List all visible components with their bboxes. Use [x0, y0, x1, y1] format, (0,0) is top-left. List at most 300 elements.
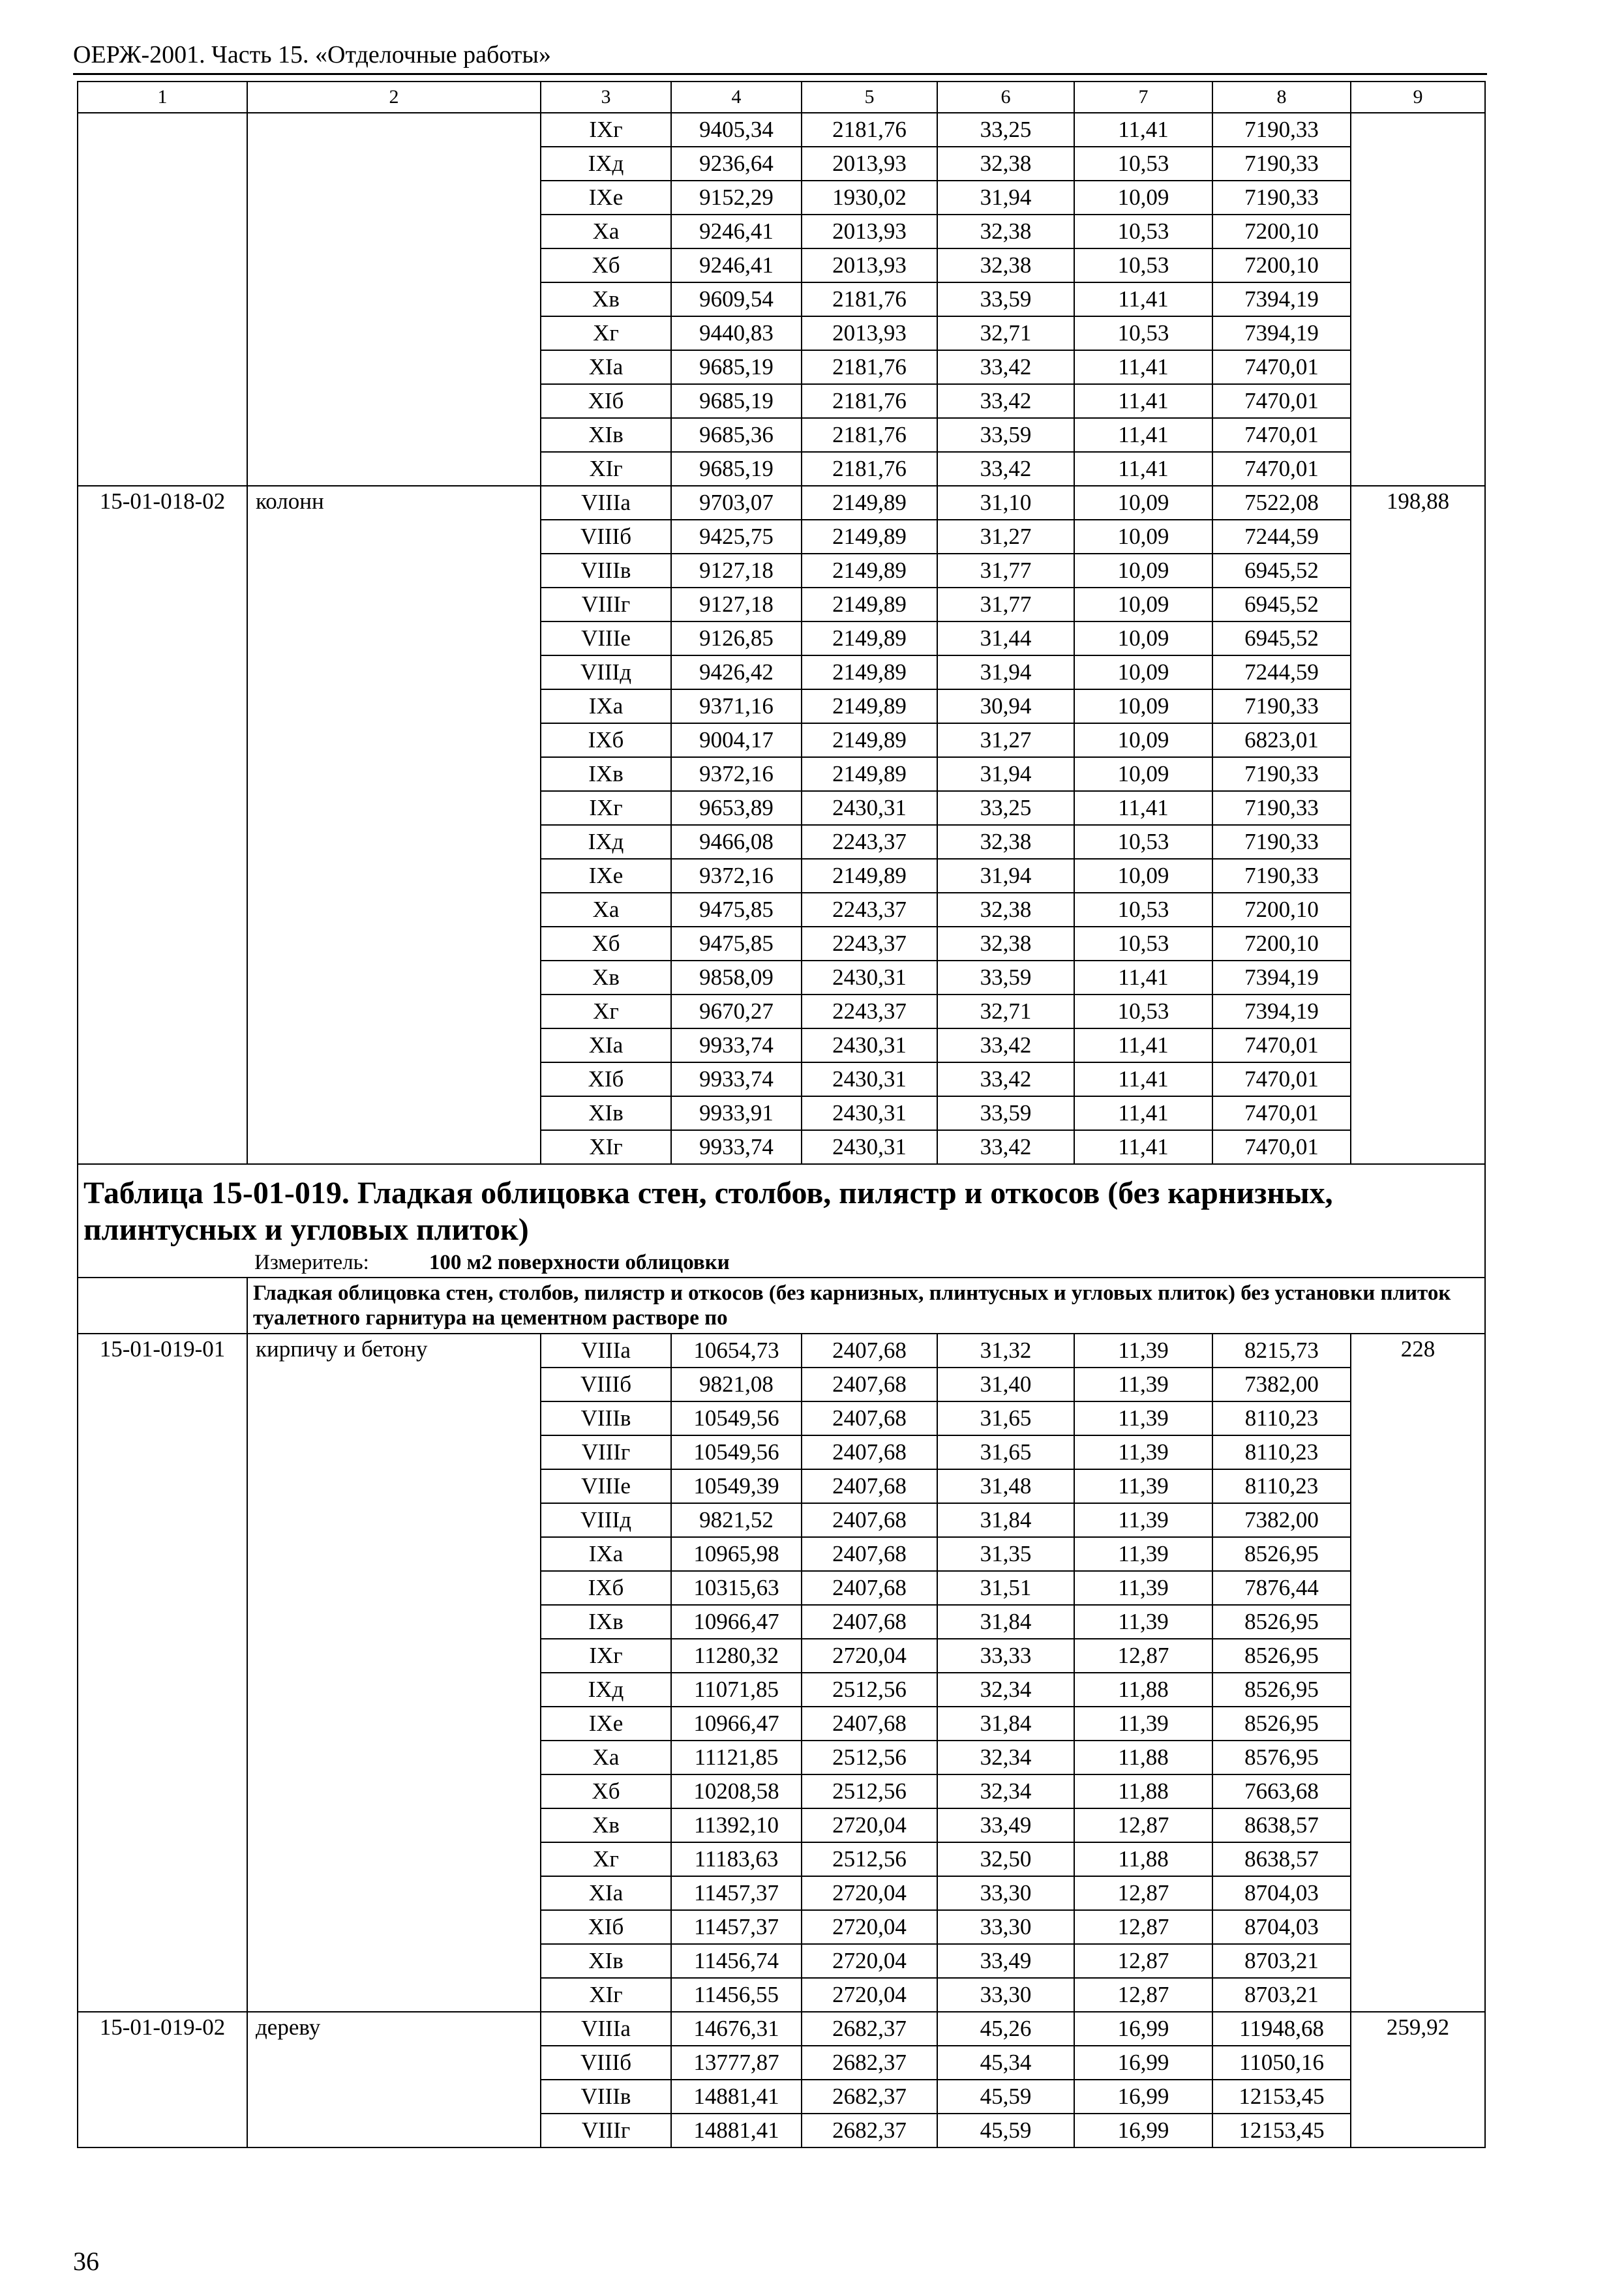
- machines: 32,38: [937, 248, 1074, 282]
- wages: 2243,37: [802, 995, 937, 1028]
- wages: 2720,04: [802, 1808, 937, 1842]
- total-cost: 9475,85: [671, 927, 802, 961]
- rate-code: 15-01-018-02: [78, 486, 247, 520]
- wages: 2149,89: [802, 486, 937, 520]
- rate-code: [78, 248, 247, 282]
- machines: 32,38: [937, 927, 1074, 961]
- territory-code: Xа: [541, 215, 671, 248]
- work-name: [247, 995, 541, 1028]
- machinist-wages: 10,53: [1074, 316, 1212, 350]
- machinist-wages: 10,09: [1074, 655, 1212, 689]
- machinist-wages: 10,53: [1074, 215, 1212, 248]
- work-name: [247, 893, 541, 927]
- territory-code: IXг: [541, 791, 671, 825]
- work-name: [247, 1571, 541, 1605]
- table-row: [78, 1334, 1485, 1368]
- table-row: [78, 113, 1485, 147]
- machines: 33,59: [937, 1096, 1074, 1130]
- work-name: [247, 282, 541, 316]
- territory-code: IXг: [541, 1639, 671, 1673]
- wages: 2512,56: [802, 1774, 937, 1808]
- measure-cell: [78, 1248, 1485, 1278]
- work-name: [247, 452, 541, 486]
- wages: 2407,68: [802, 1435, 937, 1469]
- machines: 31,94: [937, 757, 1074, 791]
- column-number: 3: [541, 82, 671, 113]
- materials: 7382,00: [1212, 1368, 1351, 1401]
- table-row: [78, 1571, 1485, 1605]
- wages: 2013,93: [802, 316, 937, 350]
- work-name: [247, 316, 541, 350]
- work-name: кирпичу и бетону: [247, 1334, 541, 1368]
- machines: 31,27: [937, 520, 1074, 554]
- description-blank: [78, 1278, 247, 1334]
- work-name: [247, 1741, 541, 1774]
- rate-code: [78, 689, 247, 723]
- work-name: [247, 961, 541, 995]
- materials: 8638,57: [1212, 1808, 1351, 1842]
- rate-code: [78, 961, 247, 995]
- territory-code: VIIIв: [541, 1401, 671, 1435]
- table-row: [78, 2114, 1485, 2147]
- materials-price: [1351, 2114, 1485, 2147]
- wages: 2430,31: [802, 1130, 937, 1164]
- total-cost: 10549,39: [671, 1469, 802, 1503]
- territory-code: XIб: [541, 1062, 671, 1096]
- rate-code: [78, 1028, 247, 1062]
- rate-code: [78, 452, 247, 486]
- total-cost: 9821,52: [671, 1503, 802, 1537]
- machinist-wages: 11,88: [1074, 1774, 1212, 1808]
- machinist-wages: 11,88: [1074, 1741, 1212, 1774]
- machinist-wages: 11,39: [1074, 1368, 1212, 1401]
- machines: 31,94: [937, 859, 1074, 893]
- machines: 32,38: [937, 893, 1074, 927]
- work-name: колонн: [247, 486, 541, 520]
- work-name: [247, 1944, 541, 1978]
- total-cost: 9858,09: [671, 961, 802, 995]
- rate-code: [78, 1978, 247, 2012]
- rate-code: [78, 1503, 247, 1537]
- column-number: 7: [1074, 82, 1212, 113]
- total-cost: 9372,16: [671, 859, 802, 893]
- machinist-wages: 10,53: [1074, 995, 1212, 1028]
- materials: 7244,59: [1212, 520, 1351, 554]
- work-name: [247, 1503, 541, 1537]
- materials-price: [1351, 1401, 1485, 1435]
- rate-code: [78, 757, 247, 791]
- work-name: [247, 1774, 541, 1808]
- machinist-wages: 12,87: [1074, 1639, 1212, 1673]
- total-cost: 9933,74: [671, 1028, 802, 1062]
- total-cost: 9127,18: [671, 554, 802, 588]
- work-name: [247, 927, 541, 961]
- work-name: [247, 825, 541, 859]
- work-name: [247, 215, 541, 248]
- work-name: [247, 384, 541, 418]
- machines: 31,32: [937, 1334, 1074, 1368]
- work-name: [247, 1605, 541, 1639]
- machinist-wages: 11,39: [1074, 1469, 1212, 1503]
- table-row: [78, 927, 1485, 961]
- total-cost: 9440,83: [671, 316, 802, 350]
- territory-code: VIIIа: [541, 1334, 671, 1368]
- column-number: 1: [78, 82, 247, 113]
- territory-code: XIб: [541, 384, 671, 418]
- wages: 2682,37: [802, 2080, 937, 2114]
- materials-price: [1351, 1537, 1485, 1571]
- rate-code: [78, 1639, 247, 1673]
- materials: 7200,10: [1212, 215, 1351, 248]
- territory-code: XIа: [541, 350, 671, 384]
- materials-price: [1351, 1503, 1485, 1537]
- machinist-wages: 12,87: [1074, 1910, 1212, 1944]
- total-cost: 9653,89: [671, 791, 802, 825]
- rate-code: [78, 995, 247, 1028]
- total-cost: 9609,54: [671, 282, 802, 316]
- rate-code: [78, 1435, 247, 1469]
- total-cost: 9821,08: [671, 1368, 802, 1401]
- wages: 2149,89: [802, 723, 937, 757]
- machines: 32,71: [937, 995, 1074, 1028]
- table-row: [78, 215, 1485, 248]
- rate-code: [78, 1062, 247, 1096]
- materials: 8704,03: [1212, 1910, 1351, 1944]
- total-cost: 9670,27: [671, 995, 802, 1028]
- wages: 2013,93: [802, 147, 937, 181]
- table-row: [78, 181, 1485, 215]
- materials-price: [1351, 520, 1485, 554]
- table-row: [78, 1096, 1485, 1130]
- territory-code: VIIIб: [541, 520, 671, 554]
- machines: 31,94: [937, 655, 1074, 689]
- materials-price: [1351, 1096, 1485, 1130]
- materials: 8526,95: [1212, 1639, 1351, 1673]
- table-row: [78, 1842, 1485, 1876]
- machinist-wages: 11,39: [1074, 1571, 1212, 1605]
- description-row: [78, 1278, 1485, 1334]
- table-row: [78, 689, 1485, 723]
- materials-price: [1351, 452, 1485, 486]
- total-cost: 11457,37: [671, 1876, 802, 1910]
- materials: 8526,95: [1212, 1707, 1351, 1741]
- materials: 7200,10: [1212, 893, 1351, 927]
- rate-code: [78, 282, 247, 316]
- wages: 2720,04: [802, 1876, 937, 1910]
- wages: 2149,89: [802, 859, 937, 893]
- materials-price: [1351, 689, 1485, 723]
- territory-code: IXе: [541, 859, 671, 893]
- machines: 32,71: [937, 316, 1074, 350]
- work-name: [247, 147, 541, 181]
- total-cost: 10654,73: [671, 1334, 802, 1368]
- wages: 2181,76: [802, 384, 937, 418]
- column-number: 6: [937, 82, 1074, 113]
- table-row: [78, 2080, 1485, 2114]
- total-cost: 10966,47: [671, 1707, 802, 1741]
- territory-code: VIIIе: [541, 1469, 671, 1503]
- materials-price: 228: [1351, 1334, 1485, 1368]
- total-cost: 14676,31: [671, 2012, 802, 2046]
- work-name: [247, 1537, 541, 1571]
- machines: 32,34: [937, 1774, 1074, 1808]
- materials-price: [1351, 248, 1485, 282]
- materials-price: [1351, 655, 1485, 689]
- column-number: 4: [671, 82, 802, 113]
- page-number: 36: [73, 2247, 99, 2276]
- territory-code: IXа: [541, 689, 671, 723]
- machinist-wages: 16,99: [1074, 2012, 1212, 2046]
- materials: 6945,52: [1212, 554, 1351, 588]
- total-cost: 9475,85: [671, 893, 802, 927]
- rate-code: [78, 1605, 247, 1639]
- work-name: [247, 113, 541, 147]
- total-cost: 10315,63: [671, 1571, 802, 1605]
- table-row: [78, 1469, 1485, 1503]
- total-cost: 9685,19: [671, 452, 802, 486]
- table-row: [78, 1978, 1485, 2012]
- materials-price: [1351, 1130, 1485, 1164]
- work-name: [247, 1028, 541, 1062]
- materials: 7470,01: [1212, 418, 1351, 452]
- machinist-wages: 11,88: [1074, 1842, 1212, 1876]
- rate-code: [78, 859, 247, 893]
- total-cost: 9127,18: [671, 588, 802, 621]
- total-cost: 11280,32: [671, 1639, 802, 1673]
- rate-code: [78, 1808, 247, 1842]
- machines: 31,65: [937, 1435, 1074, 1469]
- rate-code: [78, 2046, 247, 2080]
- wages: 2181,76: [802, 113, 937, 147]
- machinist-wages: 11,41: [1074, 1096, 1212, 1130]
- machines: 31,10: [937, 486, 1074, 520]
- table-row: [78, 995, 1485, 1028]
- rate-code: [78, 1537, 247, 1571]
- materials: 7394,19: [1212, 316, 1351, 350]
- machines: 31,84: [937, 1707, 1074, 1741]
- rate-code: [78, 1469, 247, 1503]
- work-name: [247, 1130, 541, 1164]
- machinist-wages: 11,39: [1074, 1707, 1212, 1741]
- total-cost: 9685,19: [671, 350, 802, 384]
- territory-code: Xв: [541, 1808, 671, 1842]
- work-name: дереву: [247, 2012, 541, 2046]
- machines: 33,42: [937, 384, 1074, 418]
- materials: 6945,52: [1212, 621, 1351, 655]
- machines: 31,77: [937, 554, 1074, 588]
- table-row: [78, 961, 1485, 995]
- rate-code: [78, 893, 247, 927]
- materials-price: [1351, 1368, 1485, 1401]
- materials: 8703,21: [1212, 1944, 1351, 1978]
- territory-code: Xа: [541, 893, 671, 927]
- total-cost: 9426,42: [671, 655, 802, 689]
- machinist-wages: 11,41: [1074, 418, 1212, 452]
- materials: 8526,95: [1212, 1605, 1351, 1639]
- total-cost: 9236,64: [671, 147, 802, 181]
- territory-code: IXг: [541, 113, 671, 147]
- wages: 2243,37: [802, 927, 937, 961]
- materials-price: [1351, 1028, 1485, 1062]
- materials: 7190,33: [1212, 791, 1351, 825]
- rate-code: [78, 1130, 247, 1164]
- machines: 33,59: [937, 282, 1074, 316]
- machines: 33,25: [937, 791, 1074, 825]
- materials: 7470,01: [1212, 452, 1351, 486]
- materials-price: [1351, 1944, 1485, 1978]
- work-name: [247, 248, 541, 282]
- wages: 2430,31: [802, 1028, 937, 1062]
- machines: 32,34: [937, 1673, 1074, 1707]
- total-cost: 9246,41: [671, 215, 802, 248]
- machines: 33,42: [937, 1028, 1074, 1062]
- work-name: [247, 181, 541, 215]
- work-name: [247, 554, 541, 588]
- column-number: 5: [802, 82, 937, 113]
- section-description: Гладкая облицовка стен, столбов, пилястр и откосов (без карнизных, плинтусных и угловых плиток) без установки плиток туалетного гарнитура на цементном растворе по: [247, 1278, 1485, 1334]
- machinist-wages: 10,09: [1074, 181, 1212, 215]
- materials: 6945,52: [1212, 588, 1351, 621]
- work-name: [247, 2080, 541, 2114]
- machinist-wages: 11,39: [1074, 1401, 1212, 1435]
- materials: 11948,68: [1212, 2012, 1351, 2046]
- total-cost: 9405,34: [671, 113, 802, 147]
- table-row: [78, 1537, 1485, 1571]
- total-cost: 9246,41: [671, 248, 802, 282]
- territory-code: Xб: [541, 248, 671, 282]
- materials: 8110,23: [1212, 1435, 1351, 1469]
- total-cost: 10965,98: [671, 1537, 802, 1571]
- wages: 2407,68: [802, 1401, 937, 1435]
- machinist-wages: 12,87: [1074, 1944, 1212, 1978]
- territory-code: VIIIв: [541, 554, 671, 588]
- territory-code: VIIIб: [541, 2046, 671, 2080]
- table-row: [78, 1808, 1485, 1842]
- rates-table: [77, 81, 1486, 2148]
- materials-price: [1351, 1707, 1485, 1741]
- work-name: [247, 2046, 541, 2080]
- materials-price: 259,92: [1351, 2012, 1485, 2046]
- machinist-wages: 16,99: [1074, 2080, 1212, 2114]
- work-name: [247, 757, 541, 791]
- wages: 2013,93: [802, 248, 937, 282]
- running-header: ОЕРЖ-2001. Часть 15. «Отделочные работы»: [73, 41, 551, 68]
- total-cost: 11183,63: [671, 1842, 802, 1876]
- materials: 8703,21: [1212, 1978, 1351, 2012]
- wages: 2243,37: [802, 893, 937, 927]
- wages: 2181,76: [802, 282, 937, 316]
- machinist-wages: 11,39: [1074, 1605, 1212, 1639]
- machines: 31,84: [937, 1605, 1074, 1639]
- rate-code: [78, 1401, 247, 1435]
- rate-code: [78, 181, 247, 215]
- machinist-wages: 11,41: [1074, 113, 1212, 147]
- materials-price: [1351, 757, 1485, 791]
- rate-code: [78, 927, 247, 961]
- total-cost: 9933,74: [671, 1062, 802, 1096]
- materials: 7190,33: [1212, 757, 1351, 791]
- materials-price: [1351, 723, 1485, 757]
- wages: 2407,68: [802, 1707, 937, 1741]
- column-number-row: [78, 82, 1485, 113]
- wages: 2149,89: [802, 520, 937, 554]
- measure-label: Измеритель:: [254, 1251, 369, 1274]
- machines: 31,94: [937, 181, 1074, 215]
- table-row: [78, 723, 1485, 757]
- table-row: [78, 1605, 1485, 1639]
- rate-code: [78, 1842, 247, 1876]
- machinist-wages: 16,99: [1074, 2114, 1212, 2147]
- materials: 7394,19: [1212, 961, 1351, 995]
- machinist-wages: 11,39: [1074, 1334, 1212, 1368]
- total-cost: 14881,41: [671, 2114, 802, 2147]
- wages: 2149,89: [802, 621, 937, 655]
- machinist-wages: 10,53: [1074, 825, 1212, 859]
- machinist-wages: 11,41: [1074, 791, 1212, 825]
- territory-code: VIIIб: [541, 1368, 671, 1401]
- rate-code: [78, 418, 247, 452]
- machines: 31,51: [937, 1571, 1074, 1605]
- machinist-wages: 12,87: [1074, 1808, 1212, 1842]
- materials-price: [1351, 215, 1485, 248]
- total-cost: 9425,75: [671, 520, 802, 554]
- machines: 33,25: [937, 113, 1074, 147]
- territory-code: VIIIв: [541, 2080, 671, 2114]
- machines: 33,42: [937, 350, 1074, 384]
- materials-price: [1351, 825, 1485, 859]
- table-row: [78, 1028, 1485, 1062]
- machines: 32,38: [937, 147, 1074, 181]
- wages: 2407,68: [802, 1469, 937, 1503]
- territory-code: Xа: [541, 1741, 671, 1774]
- table-row: [78, 1401, 1485, 1435]
- rate-code: [78, 1571, 247, 1605]
- rate-code: [78, 1910, 247, 1944]
- materials-price: [1351, 282, 1485, 316]
- machinist-wages: 10,09: [1074, 757, 1212, 791]
- header-rule: [73, 73, 1487, 75]
- work-name: [247, 1978, 541, 2012]
- machines: 32,38: [937, 215, 1074, 248]
- materials: 7663,68: [1212, 1774, 1351, 1808]
- table-row: [78, 757, 1485, 791]
- materials-price: [1351, 961, 1485, 995]
- wages: 2243,37: [802, 825, 937, 859]
- work-name: [247, 1673, 541, 1707]
- machinist-wages: 10,09: [1074, 621, 1212, 655]
- materials-price: [1351, 2046, 1485, 2080]
- materials: 8704,03: [1212, 1876, 1351, 1910]
- table-row: [78, 1130, 1485, 1164]
- materials-price: [1351, 893, 1485, 927]
- wages: 2181,76: [802, 418, 937, 452]
- materials-price: [1351, 1774, 1485, 1808]
- materials-price: [1351, 1639, 1485, 1673]
- machinist-wages: 11,41: [1074, 1062, 1212, 1096]
- territory-code: IXб: [541, 1571, 671, 1605]
- materials-price: [1351, 384, 1485, 418]
- territory-code: Xг: [541, 316, 671, 350]
- table-row: [78, 1774, 1485, 1808]
- wages: 2013,93: [802, 215, 937, 248]
- machines: 33,33: [937, 1639, 1074, 1673]
- wages: 2512,56: [802, 1842, 937, 1876]
- materials-price: [1351, 588, 1485, 621]
- machinist-wages: 10,09: [1074, 723, 1212, 757]
- territory-code: VIIIе: [541, 621, 671, 655]
- table-title: Таблица 15-01-019. Гладкая облицовка стен, столбов, пилястр и откосов (без карнизных, плинтусных и угловых плиток): [78, 1164, 1485, 1248]
- materials: 7522,08: [1212, 486, 1351, 520]
